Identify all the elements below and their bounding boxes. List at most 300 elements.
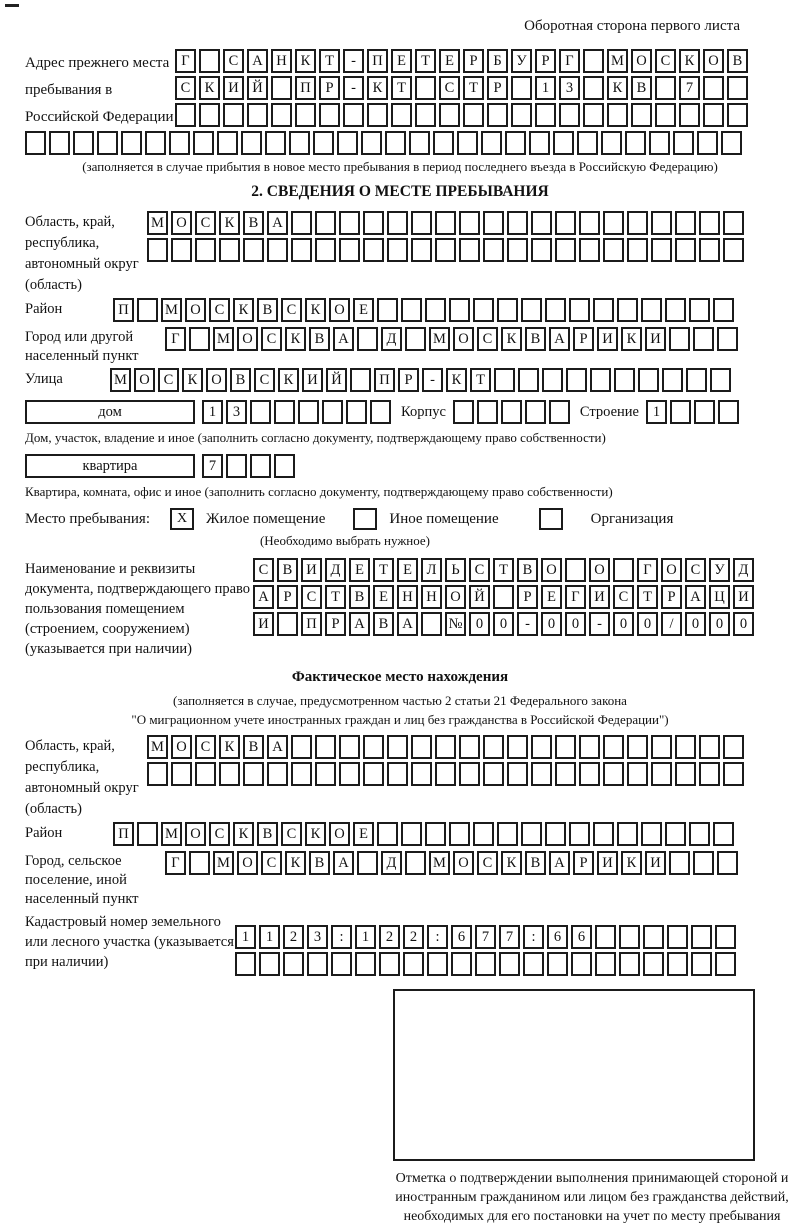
char-cell[interactable] [699,238,720,262]
char-cell[interactable]: Г [175,49,196,73]
char-cell[interactable]: О [453,327,474,351]
char-cell[interactable] [319,103,340,127]
char-cell[interactable]: 0 [685,612,706,636]
char-cell[interactable] [617,298,638,322]
char-cell[interactable] [667,925,688,949]
char-cell[interactable] [435,762,456,786]
char-cell[interactable]: С [301,585,322,609]
char-cell[interactable] [715,952,736,976]
char-cell[interactable] [313,131,334,155]
char-cell[interactable] [675,735,696,759]
char-cell[interactable] [169,131,190,155]
char-cell[interactable] [555,211,576,235]
char-cell[interactable]: / [661,612,682,636]
char-cell[interactable]: И [733,585,754,609]
char-cell[interactable] [521,822,542,846]
char-cell[interactable]: 3 [226,400,247,424]
char-cell[interactable]: П [374,368,395,392]
char-cell[interactable]: К [621,327,642,351]
char-cell[interactable]: - [517,612,538,636]
char-cell[interactable] [463,103,484,127]
char-cell[interactable] [689,822,710,846]
char-cell[interactable]: Д [325,558,346,582]
char-cell[interactable]: : [523,925,544,949]
char-cell[interactable]: 1 [355,925,376,949]
char-cell[interactable] [449,298,470,322]
char-cell[interactable] [566,368,587,392]
char-cell[interactable] [483,238,504,262]
char-cell[interactable] [665,298,686,322]
char-cell[interactable] [627,238,648,262]
char-cell[interactable] [497,822,518,846]
char-cell[interactable] [267,762,288,786]
char-cell[interactable] [675,762,696,786]
char-cell[interactable] [331,952,352,976]
char-cell[interactable] [363,211,384,235]
char-cell[interactable]: Р [463,49,484,73]
char-cell[interactable] [627,211,648,235]
checkbox-residential[interactable]: X [170,508,194,530]
char-cell[interactable] [171,238,192,262]
char-cell[interactable] [643,952,664,976]
char-cell[interactable]: Т [493,558,514,582]
char-cell[interactable]: А [397,612,418,636]
char-cell[interactable]: С [685,558,706,582]
char-cell[interactable] [535,103,556,127]
char-cell[interactable]: С [158,368,179,392]
char-cell[interactable] [387,211,408,235]
char-cell[interactable] [274,400,295,424]
char-cell[interactable] [579,211,600,235]
char-cell[interactable] [189,851,210,875]
char-cell[interactable]: С [655,49,676,73]
char-cell[interactable] [387,238,408,262]
char-cell[interactable] [603,238,624,262]
char-cell[interactable] [357,327,378,351]
char-cell[interactable] [494,368,515,392]
char-cell[interactable] [439,103,460,127]
char-cell[interactable]: Ь [445,558,466,582]
char-cell[interactable] [693,327,714,351]
char-cell[interactable] [315,762,336,786]
char-cell[interactable]: К [285,851,306,875]
char-cell[interactable] [483,211,504,235]
char-cell[interactable]: Т [470,368,491,392]
char-cell[interactable] [518,368,539,392]
char-cell[interactable]: П [367,49,388,73]
char-cell[interactable] [607,103,628,127]
char-cell[interactable] [435,735,456,759]
char-cell[interactable]: 0 [469,612,490,636]
char-cell[interactable]: А [685,585,706,609]
char-cell[interactable] [529,131,550,155]
char-cell[interactable]: С [281,298,302,322]
char-cell[interactable] [289,131,310,155]
char-cell[interactable]: 1 [202,400,223,424]
char-cell[interactable]: № [445,612,466,636]
char-cell[interactable] [505,131,526,155]
char-cell[interactable] [651,211,672,235]
char-cell[interactable]: К [367,76,388,100]
char-cell[interactable]: Р [319,76,340,100]
char-cell[interactable]: С [223,49,244,73]
char-cell[interactable] [577,131,598,155]
char-cell[interactable] [421,612,442,636]
char-cell[interactable]: 3 [559,76,580,100]
char-cell[interactable]: В [517,558,538,582]
char-cell[interactable]: 0 [637,612,658,636]
char-cell[interactable] [415,103,436,127]
char-cell[interactable] [449,822,470,846]
char-cell[interactable]: К [199,76,220,100]
char-cell[interactable] [723,735,744,759]
char-cell[interactable] [73,131,94,155]
char-cell[interactable]: В [230,368,251,392]
char-cell[interactable]: - [343,76,364,100]
char-cell[interactable] [473,298,494,322]
char-cell[interactable] [713,822,734,846]
char-cell[interactable] [643,925,664,949]
char-cell[interactable]: С [175,76,196,100]
char-cell[interactable] [627,735,648,759]
char-cell[interactable]: 6 [451,925,472,949]
char-cell[interactable] [425,822,446,846]
char-cell[interactable] [405,851,426,875]
char-cell[interactable]: 7 [679,76,700,100]
char-cell[interactable] [219,762,240,786]
char-cell[interactable]: Р [535,49,556,73]
char-cell[interactable]: Й [247,76,268,100]
char-cell[interactable] [363,735,384,759]
char-cell[interactable]: О [541,558,562,582]
char-cell[interactable] [339,735,360,759]
char-cell[interactable]: - [422,368,443,392]
char-cell[interactable] [542,368,563,392]
char-cell[interactable] [322,400,343,424]
char-cell[interactable]: А [333,327,354,351]
char-cell[interactable]: Е [397,558,418,582]
char-cell[interactable] [387,735,408,759]
char-cell[interactable]: Л [421,558,442,582]
char-cell[interactable]: В [727,49,748,73]
char-cell[interactable] [195,762,216,786]
char-cell[interactable] [655,103,676,127]
char-cell[interactable] [459,762,480,786]
char-cell[interactable]: О [134,368,155,392]
char-cell[interactable]: 3 [307,925,328,949]
char-cell[interactable]: В [243,211,264,235]
char-cell[interactable] [670,400,691,424]
char-cell[interactable]: К [305,822,326,846]
char-cell[interactable] [593,298,614,322]
char-cell[interactable] [699,735,720,759]
char-cell[interactable] [689,298,710,322]
char-cell[interactable]: 1 [259,925,280,949]
char-cell[interactable] [291,762,312,786]
char-cell[interactable]: 7 [499,925,520,949]
char-cell[interactable]: 6 [571,925,592,949]
char-cell[interactable]: 7 [202,454,223,478]
char-cell[interactable] [483,762,504,786]
char-cell[interactable]: М [429,851,450,875]
char-cell[interactable]: К [295,49,316,73]
char-cell[interactable] [435,211,456,235]
char-cell[interactable]: К [285,327,306,351]
char-cell[interactable] [686,368,707,392]
char-cell[interactable] [675,238,696,262]
char-cell[interactable]: К [233,822,254,846]
char-cell[interactable]: О [703,49,724,73]
char-cell[interactable]: О [329,298,350,322]
char-cell[interactable]: Т [325,585,346,609]
char-cell[interactable] [703,76,724,100]
char-cell[interactable] [367,103,388,127]
char-cell[interactable]: С [253,558,274,582]
char-cell[interactable] [638,368,659,392]
char-cell[interactable]: Ц [709,585,730,609]
char-cell[interactable] [175,103,196,127]
char-cell[interactable] [717,327,738,351]
char-cell[interactable] [171,762,192,786]
char-cell[interactable] [593,822,614,846]
char-cell[interactable]: И [223,76,244,100]
char-cell[interactable] [271,76,292,100]
char-cell[interactable]: Й [326,368,347,392]
char-cell[interactable] [379,952,400,976]
char-cell[interactable] [409,131,430,155]
char-cell[interactable]: С [254,368,275,392]
char-cell[interactable]: Е [353,822,374,846]
char-cell[interactable]: М [429,327,450,351]
char-cell[interactable] [525,400,546,424]
char-cell[interactable]: 0 [565,612,586,636]
char-cell[interactable] [549,400,570,424]
char-cell[interactable] [603,762,624,786]
char-cell[interactable]: К [607,76,628,100]
char-cell[interactable]: Е [373,585,394,609]
char-cell[interactable]: В [257,298,278,322]
char-cell[interactable] [699,762,720,786]
char-cell[interactable] [583,103,604,127]
char-cell[interactable]: К [233,298,254,322]
char-cell[interactable] [579,238,600,262]
char-cell[interactable]: М [161,298,182,322]
char-cell[interactable] [415,76,436,100]
char-cell[interactable] [250,454,271,478]
char-cell[interactable] [195,238,216,262]
char-cell[interactable]: Р [573,327,594,351]
char-cell[interactable] [601,131,622,155]
char-cell[interactable] [411,762,432,786]
char-cell[interactable]: А [267,735,288,759]
char-cell[interactable] [487,103,508,127]
char-cell[interactable]: И [302,368,323,392]
char-cell[interactable]: М [607,49,628,73]
char-cell[interactable] [377,822,398,846]
char-cell[interactable]: С [613,585,634,609]
char-cell[interactable] [691,925,712,949]
char-cell[interactable] [651,762,672,786]
char-cell[interactable] [147,238,168,262]
char-cell[interactable] [675,211,696,235]
char-cell[interactable]: И [301,558,322,582]
char-cell[interactable] [501,400,522,424]
char-cell[interactable] [315,211,336,235]
char-cell[interactable] [547,952,568,976]
char-cell[interactable] [583,49,604,73]
char-cell[interactable] [641,822,662,846]
char-cell[interactable]: К [278,368,299,392]
char-cell[interactable] [277,612,298,636]
char-cell[interactable] [298,400,319,424]
char-cell[interactable]: Т [463,76,484,100]
char-cell[interactable] [493,585,514,609]
char-cell[interactable]: А [349,612,370,636]
char-cell[interactable]: К [679,49,700,73]
char-cell[interactable]: К [219,211,240,235]
char-cell[interactable] [507,211,528,235]
char-cell[interactable] [571,952,592,976]
char-cell[interactable] [291,238,312,262]
char-cell[interactable]: 0 [541,612,562,636]
char-cell[interactable]: И [597,851,618,875]
char-cell[interactable] [613,558,634,582]
char-cell[interactable] [723,762,744,786]
char-cell[interactable] [555,735,576,759]
char-cell[interactable] [507,238,528,262]
char-cell[interactable]: Т [391,76,412,100]
char-cell[interactable]: 0 [493,612,514,636]
char-cell[interactable]: И [253,612,274,636]
char-cell[interactable] [699,211,720,235]
char-cell[interactable]: В [277,558,298,582]
char-cell[interactable] [662,368,683,392]
char-cell[interactable] [497,298,518,322]
char-cell[interactable]: У [511,49,532,73]
checkbox-other-premises[interactable] [353,508,377,530]
char-cell[interactable] [271,103,292,127]
char-cell[interactable] [619,952,640,976]
char-cell[interactable]: В [631,76,652,100]
char-cell[interactable] [531,735,552,759]
char-cell[interactable]: М [213,851,234,875]
char-cell[interactable]: С [469,558,490,582]
char-cell[interactable] [590,368,611,392]
char-cell[interactable] [291,735,312,759]
char-cell[interactable] [614,368,635,392]
char-cell[interactable] [617,822,638,846]
char-cell[interactable]: С [261,327,282,351]
char-cell[interactable]: П [113,298,134,322]
char-cell[interactable] [459,238,480,262]
char-cell[interactable]: О [185,298,206,322]
char-cell[interactable]: - [343,49,364,73]
char-cell[interactable] [641,298,662,322]
char-cell[interactable]: Д [381,851,402,875]
char-cell[interactable] [243,238,264,262]
char-cell[interactable]: Г [565,585,586,609]
char-cell[interactable] [363,238,384,262]
char-cell[interactable] [339,211,360,235]
char-cell[interactable] [625,131,646,155]
char-cell[interactable] [555,762,576,786]
char-cell[interactable]: С [261,851,282,875]
char-cell[interactable]: 7 [475,925,496,949]
char-cell[interactable] [405,327,426,351]
char-cell[interactable]: К [182,368,203,392]
char-cell[interactable] [457,131,478,155]
char-cell[interactable]: С [209,298,230,322]
char-cell[interactable] [315,735,336,759]
char-cell[interactable] [97,131,118,155]
char-cell[interactable]: Д [381,327,402,351]
char-cell[interactable] [665,822,686,846]
char-cell[interactable] [411,735,432,759]
char-cell[interactable] [531,238,552,262]
char-cell[interactable]: К [501,327,522,351]
char-cell[interactable] [291,211,312,235]
char-cell[interactable] [307,952,328,976]
char-cell[interactable] [583,76,604,100]
char-cell[interactable] [145,131,166,155]
char-cell[interactable]: Р [277,585,298,609]
char-cell[interactable] [387,762,408,786]
char-cell[interactable]: П [113,822,134,846]
char-cell[interactable] [673,131,694,155]
char-cell[interactable]: Н [397,585,418,609]
char-cell[interactable] [337,131,358,155]
char-cell[interactable] [121,131,142,155]
char-cell[interactable]: Б [487,49,508,73]
char-cell[interactable]: О [631,49,652,73]
char-cell[interactable]: Н [271,49,292,73]
char-cell[interactable]: Е [353,298,374,322]
char-cell[interactable]: О [237,327,258,351]
char-cell[interactable] [199,103,220,127]
char-cell[interactable]: Е [541,585,562,609]
char-cell[interactable] [718,400,739,424]
char-cell[interactable]: В [349,585,370,609]
char-cell[interactable]: А [247,49,268,73]
char-cell[interactable]: В [309,851,330,875]
char-cell[interactable]: 2 [403,925,424,949]
char-cell[interactable]: О [206,368,227,392]
char-cell[interactable]: Г [165,327,186,351]
char-cell[interactable]: У [709,558,730,582]
char-cell[interactable] [363,762,384,786]
char-cell[interactable]: Т [373,558,394,582]
char-cell[interactable] [627,762,648,786]
char-cell[interactable]: Р [325,612,346,636]
char-cell[interactable] [710,368,731,392]
checkbox-organization[interactable] [539,508,563,530]
char-cell[interactable]: Г [165,851,186,875]
char-cell[interactable] [267,238,288,262]
char-cell[interactable]: : [331,925,352,949]
char-cell[interactable] [507,735,528,759]
char-cell[interactable] [189,327,210,351]
char-cell[interactable] [703,103,724,127]
char-cell[interactable] [199,49,220,73]
char-cell[interactable] [435,238,456,262]
char-cell[interactable] [403,952,424,976]
char-cell[interactable]: В [243,735,264,759]
char-cell[interactable]: И [597,327,618,351]
char-cell[interactable] [545,298,566,322]
char-cell[interactable]: Й [469,585,490,609]
char-cell[interactable]: - [589,612,610,636]
char-cell[interactable] [219,238,240,262]
